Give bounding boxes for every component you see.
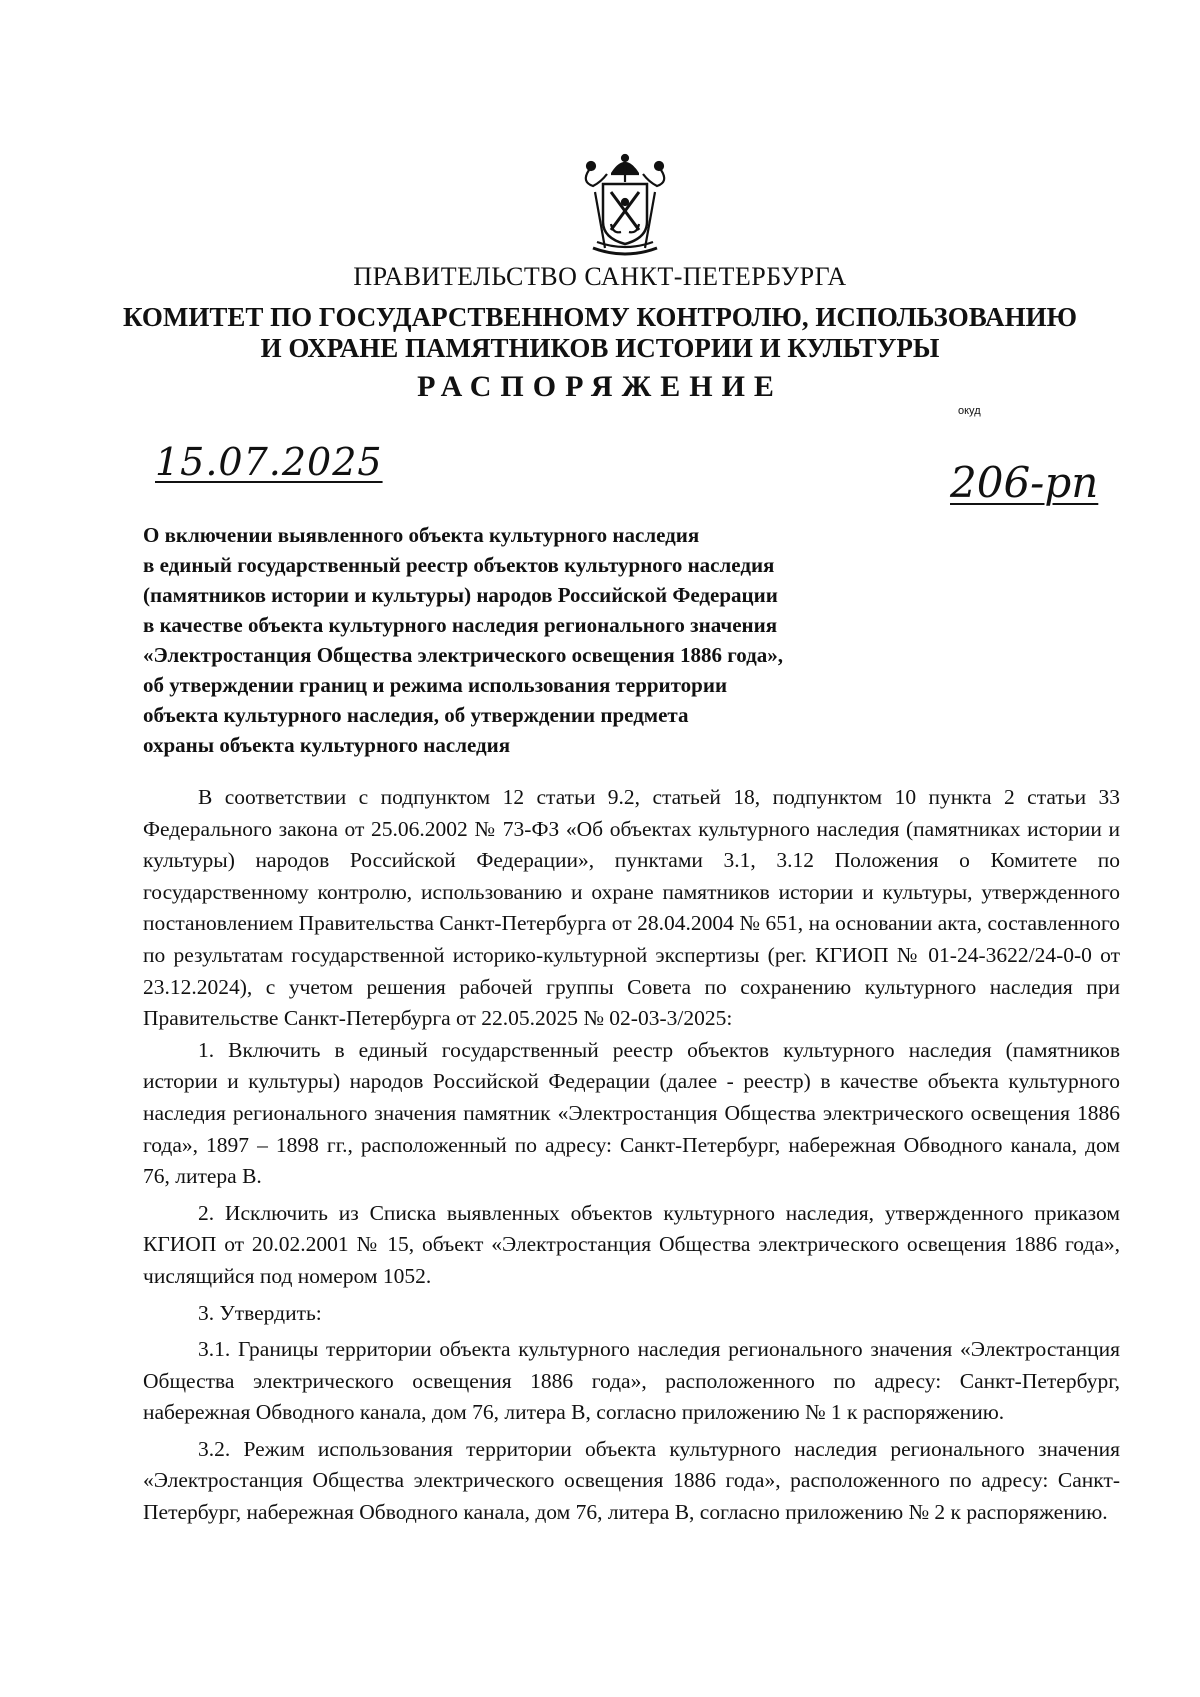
preamble-paragraph: В соответствии с подпунктом 12 статьи 9.2, статьей 18, подпунктом 10 пункта 2 статьи 33 Федерального закона от 25.06.2002 № 73-ФЗ «Об объектах культурного наследия (памятниках истории и культуры) народов Российской Федерации», пунктами 3.1, 3.12 Положения о Комитете по государственному контролю, использованию и охране памятников истории и культуры, утвержденного постановлением Правительства Санкт-Петербурга от 28.04.2004 № 651, на основании акта, составленного по результатам государственной историко-культурной экспертизы (рег. КГИОП № 01-24-3622/24-0-0 от 23.12.2024), с учетом решения рабочей группы Совета по сохранению культурного наследия при Правительстве Санкт-Петербурга от 22.05.2025 № 02-03-3/2025: bbox=[143, 785, 1120, 1031]
subject-line: в единый государственный реестр объектов культурного наследия bbox=[143, 553, 775, 577]
item-3-paragraph: 3. Утвердить: bbox=[198, 1300, 322, 1325]
committee-title-line2: И ОХРАНЕ ПАМЯТНИКОВ ИСТОРИИ И КУЛЬТУРЫ bbox=[260, 333, 940, 363]
document-subject bbox=[143, 520, 943, 760]
committee-title-line1: КОМИТЕТ ПО ГОСУДАРСТВЕННОМУ КОНТРОЛЮ, ИСПОЛЬЗОВАНИЮ bbox=[123, 302, 1077, 332]
committee-title bbox=[0, 302, 1200, 364]
item-2-paragraph: 2. Исключить из Списка выявленных объектов культурного наследия, утвержденного приказом КГИОП от 20.02.2001 № 15, объект «Электростанция Общества электрического освещения 1886 года», числящийся под номером 1052. bbox=[143, 1200, 1120, 1288]
government-title: ПРАВИТЕЛЬСТВО САНКТ-ПЕТЕРБУРГА bbox=[353, 262, 847, 291]
document-date: 15.07.2025 bbox=[155, 440, 383, 484]
subject-line: объекта культурного наследия, об утверждении предмета bbox=[143, 703, 689, 727]
item-3-2-paragraph: 3.2. Режим использования территории объекта культурного наследия регионального значения «Электростанция Общества электрического освещения 1886 года», расположенного по адресу: Санкт-Петербург, набережная Обводного канала, дом 76, литера В, согласно приложению № 2 к распоряжению. bbox=[143, 1436, 1120, 1525]
document-type-title: РАСПОРЯЖЕНИЕ bbox=[417, 370, 783, 403]
item-1-paragraph: 1. Включить в единый государственный реестр объектов культурного наследия (памятников истории и культуры) народов Российской Федерации (далее - реестр) в качестве объекта культурного наследия регионального значения памятник «Электростанция Общества электрического освещения 1886 года», 1897 – 1898 гг., расположенный по адресу: Санкт-Петербург, набережная Обводного канала, дом 76, литера В. bbox=[143, 1037, 1120, 1189]
subject-line: (памятников истории и культуры) народов Российской Федерации bbox=[143, 583, 778, 607]
subject-line: «Электростанция Общества электрического освещения 1886 года», bbox=[143, 643, 784, 667]
okud-label: окуд bbox=[958, 405, 981, 417]
coat-of-arms-icon bbox=[575, 152, 675, 260]
subject-line: в качестве объекта культурного наследия регионального значения bbox=[143, 613, 778, 637]
subject-line: охраны объекта культурного наследия bbox=[143, 733, 511, 757]
subject-line: об утверждении границ и режима использования территории bbox=[143, 673, 728, 697]
subject-line: О включении выявленного объекта культурного наследия bbox=[143, 523, 700, 547]
document-number: 206-рп bbox=[950, 458, 1099, 507]
document-body bbox=[143, 782, 1120, 1534]
item-3-1-paragraph: 3.1. Границы территории объекта культурного наследия регионального значения «Электростанция Общества электрического освещения 1886 года», расположенного по адресу: Санкт-Петербург, набережная Обводного канала, дом 76, литера В, согласно приложению № 1 к распоряжению. bbox=[143, 1337, 1120, 1425]
